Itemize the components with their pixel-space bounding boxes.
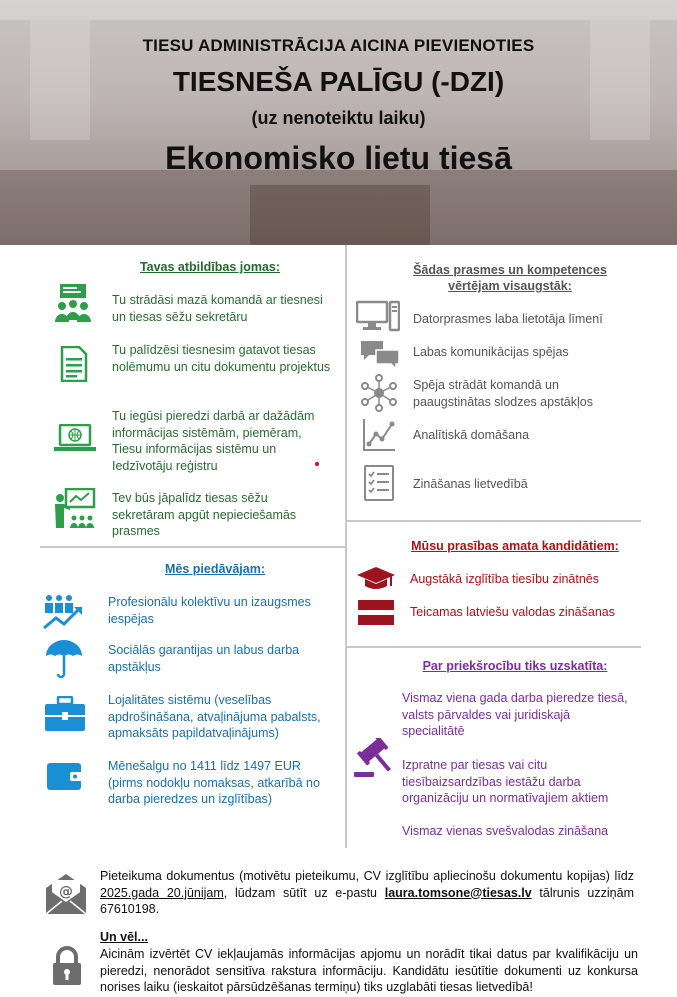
chat-bubbles-icon [360, 340, 400, 370]
requirements-title: Mūsu prasības amata kandidātiem: [411, 539, 619, 553]
requirement-item-1: Augstākā izglītība tiesību zinātnēs [410, 572, 600, 586]
umbrella-icon [44, 638, 84, 680]
divider-right-2 [347, 646, 641, 648]
network-icon [360, 374, 398, 412]
responsibility-item-3: Tu iegūsi pieredzi darbā ar dažādām informācijas sistēmām, piemēram, Tiesu informācijas sistēmu un Iedzīvotāju reģistru [112, 409, 315, 473]
offer-item-3: Lojalitātes sistēmu (veselības apdrošināšana, atvaļinājuma pabalsts, apmaksāts papildatvaļinājums) [108, 693, 321, 740]
advantage-item-2: Izpratne par tiesas vai citu tiesībaizsardzības iestāžu darba organizāciju un normatīvajiem aktiem [402, 758, 609, 805]
computer-icon [356, 300, 400, 332]
line-chart-icon [362, 418, 396, 452]
application-text-b: , lūdzam sūtīt uz e-pastu [223, 885, 385, 900]
application-text-a: Pieteikuma dokumentus (motivētu pieteikumu, CV izglītību apliecinošu dokumentu kopijas) līdz [100, 869, 634, 883]
skill-item-4: Analītiskā domāšana [413, 428, 530, 442]
offer-item-2: Sociālās garantijas un labus darba apstākļus [108, 643, 300, 674]
application-email-link[interactable]: laura.tomsone@tiesas.lv [384, 885, 532, 900]
advantage-item-3: Vismaz vienas svešvalodas zināšana [402, 824, 609, 838]
responsibilities-title: Tavas atbildības jomas: [139, 260, 281, 274]
application-text-c: tālrunis uzziņām 67610198. [100, 885, 634, 916]
lock-icon [50, 946, 84, 986]
advantage-title: Par priekšrocību tiks uzskatīta: [422, 659, 608, 673]
header-job-title: TIESNEŠA PALĪGU (-DZI) [172, 66, 505, 97]
gavel-icon [352, 738, 392, 778]
checklist-icon [364, 464, 394, 502]
document-icon [60, 346, 88, 382]
column-divider [345, 245, 347, 848]
red-dot [315, 462, 319, 466]
svg-text:@: @ [59, 884, 73, 900]
teacher-board-icon [52, 488, 96, 530]
skill-item-5: Zināšanas lietvedībā [413, 477, 528, 491]
laptop-globe-icon [54, 424, 96, 454]
skills-title-line-2: vērtējam visaugstāk: [448, 279, 572, 293]
team-meeting-icon [54, 284, 92, 324]
responsibility-item-1: Tu strādāsi mazā komandā ar tiesnesi un tiesas sēžu sekretāru [112, 293, 323, 324]
requirement-item-2: Teicamas latviešu valodas zināšanas [410, 605, 615, 619]
application-text [100, 868, 634, 918]
offer-item-1: Profesionālu kolektīvu un izaugsmes iespējas [108, 595, 311, 626]
flag-icon [358, 600, 394, 626]
divider-left [40, 546, 345, 548]
responsibility-item-2: Tu palīdzēsi tiesnesim gatavot tiesas nolēmumu un citu dokumentu projektus [112, 343, 331, 374]
divider-right-1 [347, 520, 641, 522]
application-deadline: 2025.gada 20.jūnijam [100, 885, 224, 900]
header-term: (uz nenoteiktu laiku) [251, 108, 426, 128]
briefcase-icon [44, 696, 86, 732]
skill-item-3: Spēja strādāt komandā un paaugstinātas slodzes apstākļos [413, 378, 593, 409]
offer-item-4: Mēnešalgu no 1411 līdz 1497 EUR (pirms nodokļu nomaksas, atkarībā no darba pieredzes un izglītības) [108, 759, 320, 806]
skill-item-1: Datorprasmes laba lietotāja līmenī [413, 312, 603, 326]
offer-title: Mēs piedāvājam: [164, 562, 266, 576]
privacy-text: Aicinām izvērtēt CV iekļaujamās informācijas apjomu un norādīt tikai datus par kvalifikāciju un pieredzi, nenorādot sensitīva rakstura informāciju. Kandidātu iesūtītie dokumenti uz konkursa norises laiku (ieskaitot pārsūdzēšanas termiņu) tiks uzglabāti tiesas lietvedībā! [100, 947, 638, 994]
header-line-1: TIESU ADMINISTRĀCIJA AICINA PIEVIENOTIES [142, 36, 535, 55]
header-banner [0, 0, 677, 245]
skill-item-2: Labas komunikācijas spējas [413, 345, 569, 359]
wallet-icon [46, 760, 84, 792]
skills-title [395, 262, 625, 294]
responsibility-item-4: Tev būs jāpalīdz tiesas sēžu sekretāram apgūt nepieciešamās prasmes [112, 491, 297, 538]
envelope-icon [44, 872, 88, 916]
privacy-title: Un vēl... [100, 930, 148, 944]
graduation-cap-icon [356, 566, 396, 592]
skills-title-line-1: Šādas prasmes un kompetences [413, 263, 607, 277]
advantage-item-1: Vismaz viena gada darba pieredze tiesā, valsts pārvaldes vai juridiskajā specialitātē [402, 691, 628, 738]
growth-people-icon [42, 594, 88, 630]
header-court: Ekonomisko lietu tiesā [165, 140, 512, 176]
